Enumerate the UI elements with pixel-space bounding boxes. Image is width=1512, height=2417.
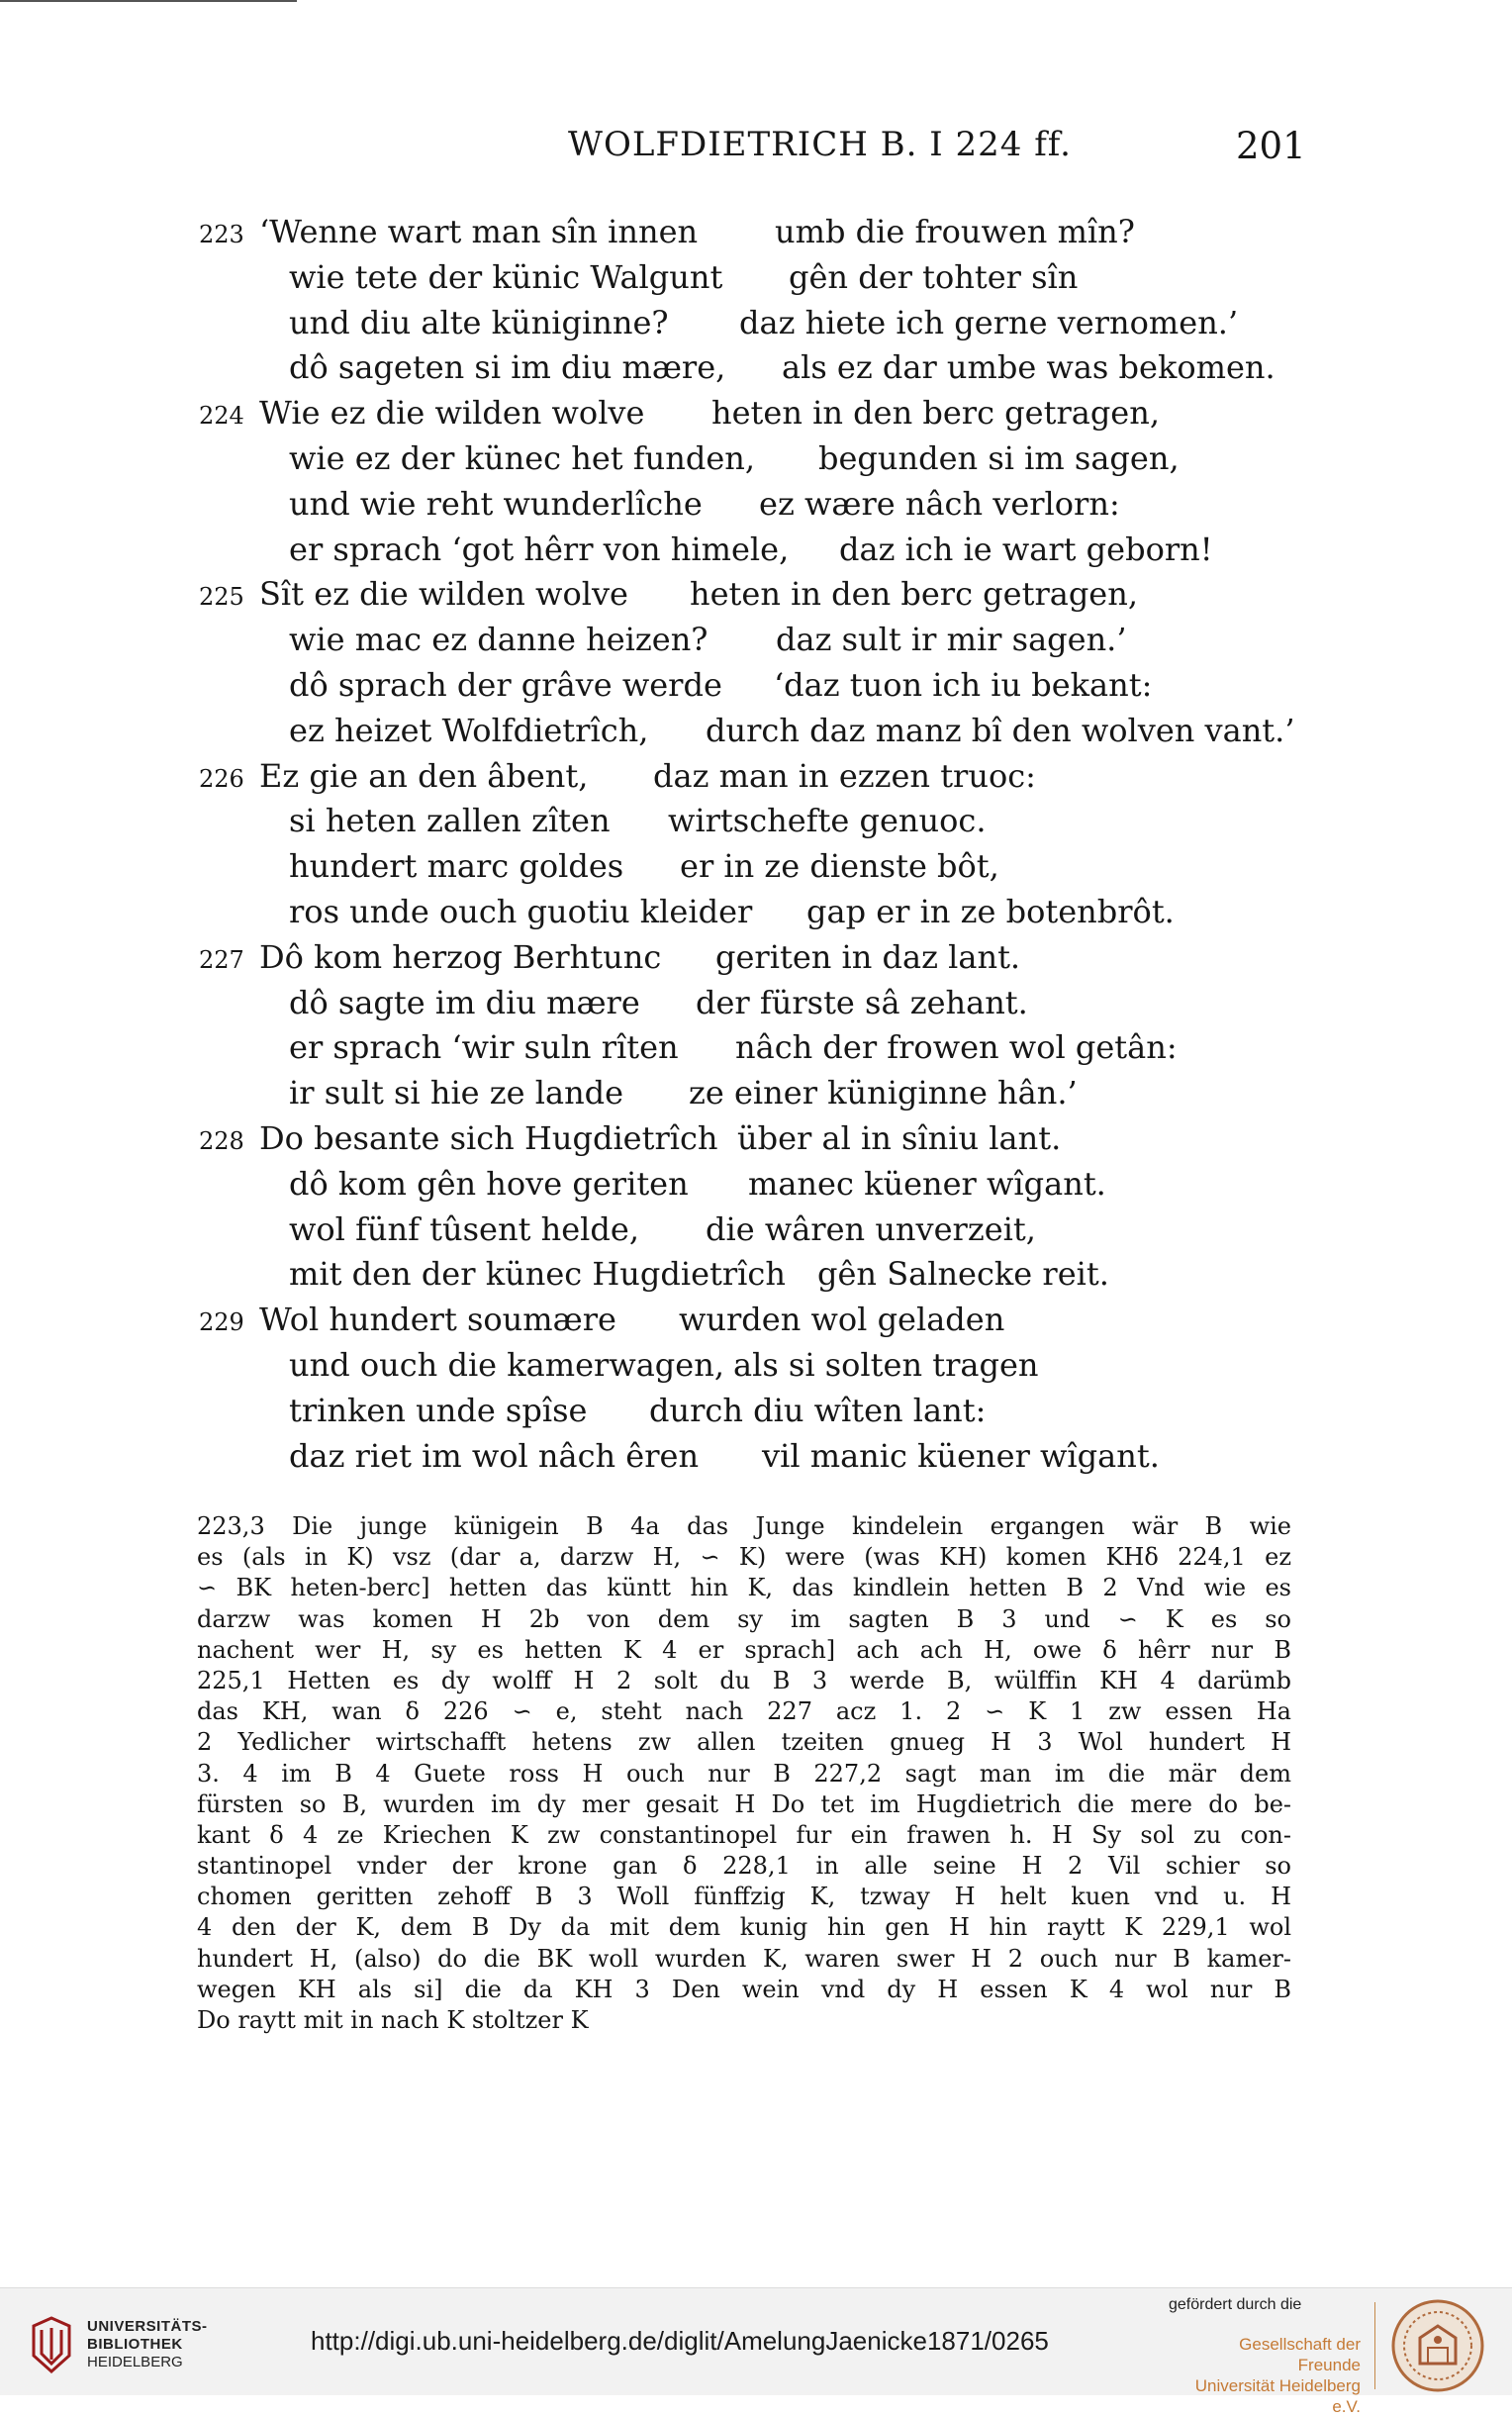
- verse-line: [0, 258, 1512, 304]
- verse-line: [0, 666, 1512, 712]
- verse-second-half: nâch der frowen wol getân:: [735, 1028, 1178, 1067]
- verse-line: [0, 938, 1512, 984]
- verse-line: [0, 394, 1512, 439]
- library-name-line3: HEIDELBERG: [87, 2354, 183, 2370]
- verse-second-half: daz ich ie wart geborn!: [839, 530, 1213, 568]
- apparatus-line: chomen geritten zehoff B 3 Woll fünffzig K, tzway H helt kuen vnd u. H: [197, 1883, 1291, 1911]
- apparatus-line: 2 Yedlicher wirtschafft hetens zw allen tzeiten gnueg H 3 Wol hundert H: [197, 1728, 1291, 1757]
- verse-line: [0, 893, 1512, 938]
- stanza-number: 226: [199, 764, 244, 793]
- stanza-223: [0, 213, 1512, 394]
- verse-second-half: geriten in daz lant.: [715, 937, 1021, 976]
- verse-first-half: ros unde ouch guotiu kleider: [289, 892, 753, 930]
- verse-second-half: daz man in ezzen truoc:: [653, 756, 1036, 795]
- verse-second-half: gên der tohter sîn: [789, 257, 1079, 296]
- stanza-number: 224: [199, 402, 244, 431]
- verse-first-half: mit den der künec Hugdietrîch: [289, 1255, 786, 1294]
- verse-line: [0, 1119, 1512, 1165]
- permalink-url[interactable]: http://digi.ub.uni-heidelberg.de/diglit/AmelungJaenicke1871/0265: [311, 2326, 1049, 2356]
- verse-line: [0, 712, 1512, 757]
- verse-second-half: ze einer küniginne hân.’: [689, 1074, 1078, 1112]
- verse-second-half: gên Salnecke reit.: [817, 1255, 1109, 1294]
- verse-first-half: Do besante sich Hugdietrîch: [259, 1118, 718, 1157]
- verse-second-half: als si solten tragen: [733, 1345, 1039, 1384]
- apparatus-line: 223,3 Die junge künigein B 4a das Junge kindelein ergangen wär B wie: [197, 1512, 1291, 1540]
- verse-line: [0, 1437, 1512, 1483]
- digitization-footer: [0, 2287, 1512, 2416]
- verse-second-half: wirtschefte genuoc.: [668, 802, 987, 840]
- apparatus-line: darzw was komen H 2b von dem sy im sagten B 3 und ∽ K es so: [197, 1604, 1291, 1633]
- verse-first-half: dô sprach der grâve werde: [289, 665, 722, 704]
- verse-second-half: daz hiete ich gerne vernomen.’: [739, 303, 1239, 341]
- verse-second-half: manec küener wîgant.: [748, 1164, 1106, 1203]
- verse-first-half: er sprach ‘got hêrr von himele,: [289, 530, 790, 568]
- apparatus-line: 3. 4 im B 4 Guete ross H ouch nur B 227,2 sagt man im die mär dem: [197, 1759, 1291, 1788]
- verse-line: [0, 621, 1512, 666]
- verse-line: [0, 1210, 1512, 1256]
- verse-line: [0, 984, 1512, 1029]
- library-name-line1: UNIVERSITÄTS-: [87, 2318, 208, 2335]
- verse-second-half: heten in den berc getragen,: [711, 394, 1161, 433]
- verse-second-half: durch diu wîten lant:: [649, 1391, 987, 1429]
- critical-apparatus: [197, 1511, 1291, 2036]
- scan-corner-line: [0, 0, 297, 2]
- verse-first-half: ‘Wenne wart man sîn innen: [259, 213, 699, 250]
- verse-line: [0, 213, 1512, 258]
- society-name: [1178, 2334, 1361, 2417]
- library-name: [87, 2318, 208, 2371]
- apparatus-line: fürsten so B, wurden im dy mer gesait H Do tet im Hugdietrich die mere do be-: [197, 1789, 1291, 1818]
- verse-first-half: wie ez der künec het funden,: [289, 438, 756, 477]
- apparatus-line: stantinopel vnder der krone gan δ 228,1 in alle seine H 2 Vil schier so: [197, 1852, 1291, 1881]
- verse-second-half: durch daz manz bî den wolven vant.’: [706, 711, 1295, 749]
- verse-second-half: er in ze dienste bôt,: [680, 847, 999, 886]
- verse-line: [0, 485, 1512, 531]
- apparatus-line: wegen KH als si] die da KH 3 Den wein vnd dy H essen K 4 wol nur B: [197, 1975, 1291, 2003]
- running-title: WOLFDIETRICH B. I 224 ff.: [568, 125, 1072, 164]
- society-name-line2: Universität Heidelberg e.V.: [1194, 2376, 1361, 2416]
- stanza-number: 228: [199, 1126, 244, 1155]
- stanza-list: [0, 213, 1512, 1482]
- verse-line: [0, 348, 1512, 394]
- verse-line: [0, 439, 1512, 485]
- footer-divider: [1374, 2302, 1375, 2389]
- apparatus-line: es (als in K) vsz (dar a, darzw H, ∽ K) were (was KH) komen KHδ 224,1 ez: [197, 1543, 1291, 1572]
- verse-line: [0, 304, 1512, 349]
- verse-second-half: begunden si im sagen,: [818, 438, 1180, 477]
- verse-line: [0, 847, 1512, 893]
- verse-first-half: ir sult si hie ze lande: [289, 1074, 624, 1112]
- verse-second-half: gap er in ze botenbrôt.: [806, 892, 1175, 930]
- stanza-number: 223: [199, 221, 244, 248]
- apparatus-line: 225,1 Hetten es dy wolff H 2 solt du B 3 werde B, wülffin KH 4 darümb: [197, 1666, 1291, 1694]
- verse-line: [0, 1301, 1512, 1346]
- verse-first-half: wie tete der künic Walgunt: [289, 257, 723, 296]
- stanza-227: [0, 938, 1512, 1119]
- verse-line: [0, 575, 1512, 621]
- apparatus-line: ∽ BK heten-berc] hetten das küntt hin K, das kindlein hetten B 2 Vnd wie es: [197, 1574, 1291, 1602]
- library-logo-icon: [30, 2316, 73, 2373]
- verse-first-half: ez heizet Wolfdietrîch,: [289, 711, 649, 749]
- stanza-228: [0, 1119, 1512, 1301]
- verse-first-half: und wie reht wunderlîche: [289, 484, 703, 523]
- page-number: 201: [1236, 125, 1306, 167]
- verse-line: [0, 531, 1512, 576]
- verse-second-half: als ez dar umbe was bekomen.: [782, 348, 1276, 387]
- verse-second-half: vil manic küener wîgant.: [762, 1436, 1160, 1475]
- society-name-line1: Gesellschaft der Freunde: [1239, 2335, 1361, 2374]
- verse-second-half: ‘daz tuon ich iu bekant:: [774, 665, 1153, 704]
- apparatus-line: 4 den der K, dem B Dy da mit dem kunig hin gen H hin raytt K 229,1 wol: [197, 1913, 1291, 1942]
- verse-first-half: hundert marc goldes: [289, 847, 624, 886]
- apparatus-line: kant δ 4 ze Kriechen K zw constantinopel fur ein frawen h. H Sy sol zu con-: [197, 1820, 1291, 1849]
- verse-first-half: wol fünf tûsent helde,: [289, 1209, 639, 1248]
- verse-first-half: dô kom gên hove geriten: [289, 1164, 689, 1203]
- verse-second-half: daz sult ir mir sagen.’: [776, 621, 1127, 659]
- stanza-225: [0, 575, 1512, 756]
- verse-line: [0, 802, 1512, 847]
- supported-by-text: gefördert durch die: [1169, 2296, 1302, 2313]
- apparatus-line: das KH, wan δ 226 ∽ e, steht nach 227 acz 1. 2 ∽ K 1 zw essen Ha: [197, 1697, 1291, 1726]
- verse-first-half: dô sagte im diu mære: [289, 983, 640, 1021]
- verse-first-half: Wol hundert soumære: [259, 1301, 616, 1339]
- apparatus-line: nachent wer H, sy es hetten K 4 er sprach] ach ach H, owe δ hêrr nur B: [197, 1635, 1291, 1664]
- verse-line: [0, 1346, 1512, 1392]
- stanza-226: [0, 757, 1512, 938]
- stanza-number: 225: [199, 583, 244, 612]
- verse-first-half: und ouch die kamerwagen,: [289, 1345, 724, 1384]
- verse-second-half: wurden wol geladen: [679, 1301, 1005, 1339]
- verse-first-half: trinken unde spîse: [289, 1391, 588, 1429]
- verse-first-half: und diu alte küniginne?: [289, 303, 669, 341]
- stanza-229: [0, 1301, 1512, 1482]
- verse-second-half: ez wære nâch verlorn:: [759, 484, 1120, 523]
- stanza-number: 227: [199, 945, 244, 974]
- stanza-number: 229: [199, 1308, 244, 1337]
- verse-first-half: wie mac ez danne heizen?: [289, 621, 709, 659]
- stanza-224: [0, 394, 1512, 575]
- verse-first-half: Dô kom herzog Berhtunc: [259, 937, 662, 976]
- verse-line: [0, 1165, 1512, 1210]
- verse-line: [0, 1028, 1512, 1074]
- verse-line: [0, 1074, 1512, 1119]
- verse-second-half: heten in den berc getragen,: [690, 575, 1139, 614]
- verse-first-half: dô sageten si im diu mære,: [289, 348, 726, 387]
- verse-first-half: Sît ez die wilden wolve: [259, 575, 628, 614]
- verse-line: [0, 1392, 1512, 1437]
- verse-second-half: über al in sîniu lant.: [737, 1118, 1062, 1157]
- verse-second-half: der fürste sâ zehant.: [696, 983, 1028, 1021]
- university-seal-icon: [1390, 2298, 1485, 2393]
- verse-first-half: Ez gie an den âbent,: [259, 756, 589, 795]
- verse-second-half: umb die frouwen mîn?: [775, 213, 1135, 250]
- verse-second-half: die wâren unverzeit,: [706, 1209, 1036, 1248]
- apparatus-line: Do raytt mit in nach K stoltzer K: [197, 2006, 589, 2034]
- page-header: [0, 125, 1512, 174]
- library-name-line2: BIBLIOTHEK: [87, 2336, 183, 2353]
- verse-first-half: si heten zallen zîten: [289, 802, 611, 840]
- verse-first-half: er sprach ‘wir suln rîten: [289, 1028, 679, 1067]
- verse-first-half: daz riet im wol nâch êren: [289, 1436, 700, 1475]
- verse-first-half: Wie ez die wilden wolve: [259, 394, 645, 433]
- verse-line: [0, 1255, 1512, 1301]
- verse-line: [0, 757, 1512, 803]
- apparatus-line: hundert H, (also) do die BK woll wurden K, waren swer H 2 ouch nur B kamer-: [197, 1944, 1291, 1973]
